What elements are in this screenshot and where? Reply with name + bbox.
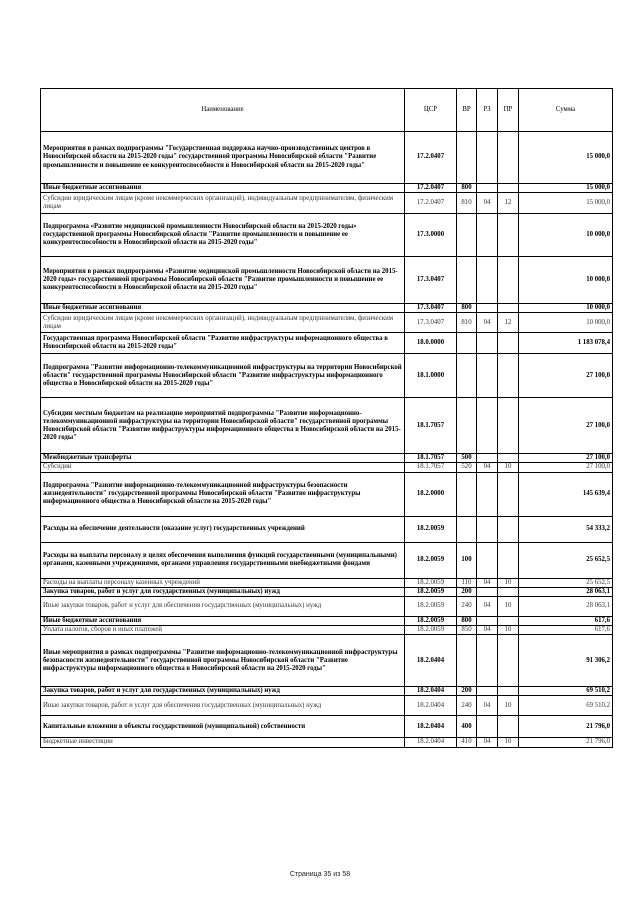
cell-pr	[498, 184, 519, 193]
cell-rz: 04	[477, 696, 498, 716]
cell-sum: 91 306,2	[519, 635, 613, 687]
table-row	[41, 587, 613, 596]
cell-vr: 400	[457, 716, 477, 738]
cell-csr: 18.0.0000	[405, 333, 457, 354]
table-row	[41, 257, 613, 304]
cell-vr: 500	[457, 454, 477, 463]
cell-csr: 18.1.7057	[405, 463, 457, 472]
cell-sum: 21 796,0	[519, 738, 613, 747]
cell-name: Подпрограмма "Развитие информационно-телекоммуникационной инфраструктуры безопасности жизнедеятельности" государственной программы Новосибирской области "Развитие инфраструктуры информационного общества в Новосибирской области на 2015-2020 годы"	[41, 472, 405, 516]
header-vr: ВР	[457, 89, 477, 132]
cell-sum: 617,6	[519, 616, 613, 625]
cell-pr	[498, 333, 519, 354]
cell-sum: 15 000,0	[519, 132, 613, 184]
cell-sum: 145 639,4	[519, 472, 613, 516]
cell-csr: 18.2.0059	[405, 578, 457, 587]
cell-pr: 10	[498, 626, 519, 635]
cell-rz	[477, 333, 498, 354]
cell-pr	[498, 542, 519, 578]
cell-pr	[498, 214, 519, 257]
cell-rz	[477, 472, 498, 516]
cell-rz: 04	[477, 596, 498, 616]
cell-rz	[477, 214, 498, 257]
cell-sum: 10 000,0	[519, 214, 613, 257]
table-row	[41, 542, 613, 578]
cell-csr: 18.1.7057	[405, 398, 457, 454]
table-row	[41, 687, 613, 696]
cell-name: Закупка товаров, работ и услуг для государственных (муниципальных) нужд	[41, 687, 405, 696]
cell-vr: 240	[457, 696, 477, 716]
cell-rz: 04	[477, 463, 498, 472]
cell-rz	[477, 616, 498, 625]
table-row	[41, 354, 613, 398]
cell-name: Субсидии местным бюджетам на реализацию мероприятий подпрограммы "Развитие информационно-телекоммуникационной инфраструктуры на территории Новосибирской области" государственной программы Новосибирской области "Развитие инфраструктуры информационного общества в Новосибирской области на 2015-2020 годы"	[41, 398, 405, 454]
cell-rz	[477, 354, 498, 398]
table-row	[41, 626, 613, 635]
cell-vr: 100	[457, 542, 477, 578]
cell-vr	[457, 257, 477, 304]
cell-csr: 18.2.0404	[405, 687, 457, 696]
cell-rz: 04	[477, 578, 498, 587]
cell-sum: 69 510,2	[519, 696, 613, 716]
cell-pr	[498, 616, 519, 625]
cell-vr	[457, 635, 477, 687]
cell-vr: 800	[457, 616, 477, 625]
cell-pr: 10	[498, 578, 519, 587]
cell-csr: 18.2.0059	[405, 542, 457, 578]
cell-name: Субсидии	[41, 463, 405, 472]
table-row	[41, 398, 613, 454]
cell-name: Мероприятия в рамках подпрограммы «Развитие медицинской промышленности Новосибирской области на 2015-2020 годы» государственной программы Новосибирской области "Развитие промышленности и повышение ее конкурентоспособности в Новосибирской области на 2015-2020 годы"	[41, 257, 405, 304]
cell-csr: 18.2.0404	[405, 738, 457, 747]
table-row	[41, 596, 613, 616]
cell-sum: 54 333,2	[519, 516, 613, 542]
cell-csr: 18.1.7057	[405, 454, 457, 463]
table-row	[41, 696, 613, 716]
cell-vr: 200	[457, 587, 477, 596]
cell-name: Капитальные вложения в объекты государственной (муниципальной) собственности	[41, 716, 405, 738]
cell-pr	[498, 304, 519, 313]
cell-name: Субсидии юридическим лицам (кроме некоммерческих организаций), индивидуальным предпринимателям, физическим лицам	[41, 193, 405, 214]
cell-rz	[477, 516, 498, 542]
cell-name: Уплата налогов, сборов и иных платежей	[41, 626, 405, 635]
header-pr: ПР	[498, 89, 519, 132]
cell-name: Мероприятия в рамках подпрограммы "Государственная поддержка научно-производственных центров в Новосибирской области на 2015-2020 годы" государственной программы Новосибирской области "Развитие промышленности и повышение ее конкурентоспособности в Новосибирской области на 2015-2020 годы"	[41, 132, 405, 184]
cell-csr: 17.2.0407	[405, 193, 457, 214]
table-row	[41, 333, 613, 354]
cell-pr: 10	[498, 596, 519, 616]
cell-csr: 18.1.0000	[405, 354, 457, 398]
cell-rz	[477, 132, 498, 184]
table-row	[41, 616, 613, 625]
cell-vr: 850	[457, 626, 477, 635]
cell-vr: 810	[457, 193, 477, 214]
cell-sum: 25 652,5	[519, 542, 613, 578]
cell-rz	[477, 687, 498, 696]
cell-csr: 17.3.0000	[405, 214, 457, 257]
cell-vr	[457, 333, 477, 354]
cell-pr: 12	[498, 193, 519, 214]
cell-vr	[457, 132, 477, 184]
cell-rz	[477, 454, 498, 463]
cell-vr: 200	[457, 687, 477, 696]
cell-rz	[477, 398, 498, 454]
cell-vr: 410	[457, 738, 477, 747]
cell-sum: 28 063,1	[519, 587, 613, 596]
cell-sum: 10 000,0	[519, 313, 613, 333]
cell-csr: 17.3.0407	[405, 304, 457, 313]
cell-pr: 10	[498, 738, 519, 747]
header-rz: РЗ	[477, 89, 498, 132]
cell-vr: 110	[457, 578, 477, 587]
cell-name: Иные бюджетные ассигнования	[41, 304, 405, 313]
table-row	[41, 304, 613, 313]
cell-sum: 27 100,0	[519, 398, 613, 454]
cell-pr	[498, 587, 519, 596]
cell-pr	[498, 472, 519, 516]
cell-sum: 27 100,0	[519, 354, 613, 398]
cell-name: Иные мероприятия в рамках подпрограммы "Развитие информационно-телекоммуникационной инфраструктуры безопасности жизнедеятельности" государственной программы Новосибирской области "Развитие инфраструктуры информационного общества в Новосибирской области на 2015-2020 годы"	[41, 635, 405, 687]
cell-pr	[498, 687, 519, 696]
table-row	[41, 132, 613, 184]
cell-csr: 18.2.0059	[405, 516, 457, 542]
cell-pr	[498, 257, 519, 304]
header-name: Наименование	[41, 89, 405, 132]
cell-sum: 21 796,0	[519, 716, 613, 738]
cell-name: Иные бюджетные ассигнования	[41, 184, 405, 193]
cell-name: Подпрограмма "Развитие информационно-телекоммуникационной инфраструктуры на территории Новосибирской области" государственной программы Новосибирской области "Развитие инфраструктуры информационного общества в Новосибирской области на 2015-2020 годы"	[41, 354, 405, 398]
table-row	[41, 716, 613, 738]
cell-name: Государственная программа Новосибирской области "Развитие инфраструктуры информационного общества в Новосибирской области на 2015-2020 годы"	[41, 333, 405, 354]
cell-name: Расходы на обеспечение деятельности (оказание услуг) государственных учреждений	[41, 516, 405, 542]
table-row	[41, 214, 613, 257]
cell-name: Бюджетные инвестиции	[41, 738, 405, 747]
cell-sum: 617,6	[519, 626, 613, 635]
cell-vr: 810	[457, 313, 477, 333]
table-row	[41, 184, 613, 193]
table-row	[41, 463, 613, 472]
cell-rz: 04	[477, 313, 498, 333]
table-row	[41, 313, 613, 333]
cell-csr: 17.3.0407	[405, 313, 457, 333]
cell-name: Расходы на выплаты персоналу казенных учреждений	[41, 578, 405, 587]
cell-pr	[498, 635, 519, 687]
table-row	[41, 635, 613, 687]
cell-rz: 04	[477, 626, 498, 635]
cell-pr: 10	[498, 696, 519, 716]
cell-name: Иные закупки товаров, работ и услуг для обеспечения государственных (муниципальных) нужд	[41, 596, 405, 616]
cell-csr: 17.3.0407	[405, 257, 457, 304]
cell-name: Закупка товаров, работ и услуг для государственных (муниципальных) нужд	[41, 587, 405, 596]
cell-vr: 800	[457, 304, 477, 313]
cell-pr	[498, 398, 519, 454]
cell-sum: 25 652,5	[519, 578, 613, 587]
cell-vr	[457, 398, 477, 454]
cell-vr	[457, 354, 477, 398]
cell-sum: 27 100,0	[519, 463, 613, 472]
cell-sum: 28 063,1	[519, 596, 613, 616]
cell-rz	[477, 635, 498, 687]
header-sum: Сумма	[519, 89, 613, 132]
cell-csr: 17.2.0407	[405, 184, 457, 193]
cell-sum: 10 000,0	[519, 304, 613, 313]
header-csr: ЦСР	[405, 89, 457, 132]
cell-csr: 17.2.0407	[405, 132, 457, 184]
cell-pr	[498, 516, 519, 542]
page-number: Страница 35 из 58	[289, 871, 351, 878]
table-row	[41, 193, 613, 214]
cell-sum: 1 183 078,4	[519, 333, 613, 354]
cell-rz: 04	[477, 738, 498, 747]
cell-csr: 18.2.0059	[405, 626, 457, 635]
table-body	[41, 132, 613, 748]
cell-vr	[457, 472, 477, 516]
cell-name: Иные закупки товаров, работ и услуг для обеспечения государственных (муниципальных) нужд	[41, 696, 405, 716]
cell-vr	[457, 214, 477, 257]
cell-sum: 15 000,0	[519, 184, 613, 193]
cell-sum: 15 000,0	[519, 193, 613, 214]
cell-pr: 12	[498, 313, 519, 333]
cell-rz	[477, 184, 498, 193]
cell-pr	[498, 454, 519, 463]
cell-csr: 18.2.0059	[405, 616, 457, 625]
cell-name: Субсидии юридическим лицам (кроме некоммерческих организаций), индивидуальным предпринимателям, физическим лицам	[41, 313, 405, 333]
table-row	[41, 578, 613, 587]
cell-pr	[498, 132, 519, 184]
cell-name: Межбюджетные трансферты	[41, 454, 405, 463]
cell-csr: 18.2.0059	[405, 587, 457, 596]
cell-csr: 18.2.0000	[405, 472, 457, 516]
budget-table	[40, 88, 613, 748]
cell-sum: 69 510,2	[519, 687, 613, 696]
cell-vr	[457, 516, 477, 542]
cell-vr: 240	[457, 596, 477, 616]
cell-rz: 04	[477, 193, 498, 214]
cell-sum: 27 100,0	[519, 454, 613, 463]
table-row	[41, 454, 613, 463]
cell-pr	[498, 354, 519, 398]
cell-rz	[477, 257, 498, 304]
cell-vr: 800	[457, 184, 477, 193]
table-header-row	[41, 89, 613, 132]
cell-csr: 18.2.0059	[405, 596, 457, 616]
cell-rz	[477, 304, 498, 313]
cell-name: Иные бюджетные ассигнования	[41, 616, 405, 625]
cell-rz	[477, 587, 498, 596]
cell-sum: 10 000,0	[519, 257, 613, 304]
cell-vr: 520	[457, 463, 477, 472]
cell-csr: 18.2.0404	[405, 716, 457, 738]
table-row	[41, 472, 613, 516]
cell-pr: 10	[498, 463, 519, 472]
table-row	[41, 516, 613, 542]
cell-name: Подпрограмма «Развитие медицинской промышленности Новосибирской области на 2015-2020 годы» государственной программы Новосибирской области "Развитие промышленности и повышение ее конкурентоспособности в Новосибирской области на 2015-2020 годы"	[41, 214, 405, 257]
table-row	[41, 738, 613, 747]
cell-name: Расходы на выплаты персоналу в целях обеспечения выполнения функций государственными (муниципальными) органами, казенными учреждениями, органами управления государственными внебюджетными фондами	[41, 542, 405, 578]
cell-pr	[498, 716, 519, 738]
cell-rz	[477, 716, 498, 738]
cell-rz	[477, 542, 498, 578]
cell-csr: 18.2.0404	[405, 696, 457, 716]
cell-csr: 18.2.0404	[405, 635, 457, 687]
